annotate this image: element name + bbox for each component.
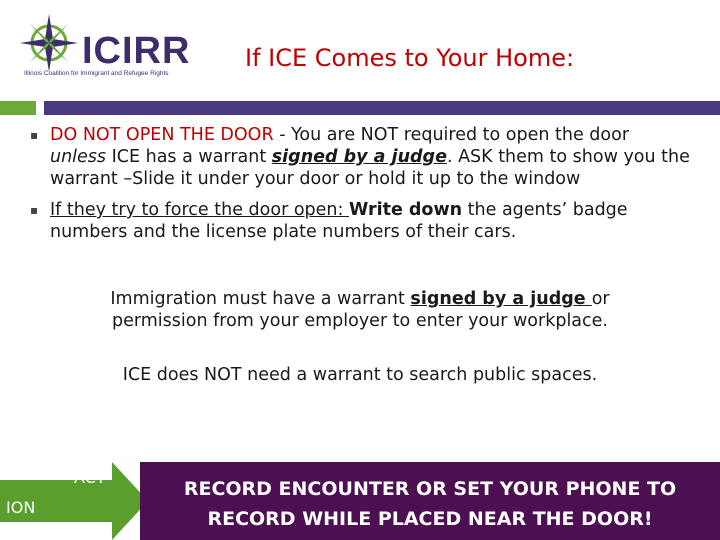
bullet-text: the agents’ badge numbers and the license plate numbers of their cars.	[50, 200, 628, 242]
public-spaces-note: ICE does NOT need a warrant to search public spaces.	[122, 365, 598, 385]
bullet-list	[30, 124, 690, 252]
logo-wordmark: ICIRR	[82, 30, 191, 72]
record-banner: RECORD ENCOUNTER OR SET YOUR PHONE TO RECORD WHILE PLACED NEAR THE DOOR!	[140, 462, 720, 540]
compass-star-icon	[18, 12, 80, 74]
bullet-lead: If they try to force the door open:	[50, 200, 349, 220]
bullet-strong-underline: signed by a judge	[271, 147, 447, 167]
bullet-square-icon: ▪	[30, 203, 39, 217]
bullet-lead: DO NOT OPEN THE DOOR	[50, 125, 274, 145]
workplace-text: or permission from your employer to enter your workplace.	[112, 289, 610, 331]
slide-title: If ICE Comes to Your Home:	[245, 44, 575, 72]
icirr-logo	[18, 12, 198, 82]
bullet-text: ICE has a warrant	[106, 147, 272, 167]
bullet-square-icon: ▪	[30, 128, 39, 142]
header-accent-bar	[0, 101, 36, 115]
bullet-strong: Write down	[348, 200, 463, 220]
arrow-label-top: ACT	[74, 468, 106, 487]
arrow-label-bottom: ION	[6, 498, 36, 517]
bullet-do-not-open	[30, 124, 690, 190]
header-divider-bar	[44, 101, 720, 115]
bullet-force-door	[30, 199, 690, 243]
bullet-text: - You are NOT required to open the door	[273, 125, 630, 145]
bullet-text: . ASK them to show you the warrant –Slide it under your door or hold it up to the window	[50, 147, 690, 189]
workplace-text: Immigration must have a warrant	[110, 289, 411, 309]
workplace-strong: signed by a judge	[410, 289, 592, 309]
workplace-note	[30, 288, 690, 332]
logo-tagline: Illinois Coalition for Immigrant and Refugee Rights	[24, 70, 169, 77]
bullet-emphasis: unless	[50, 147, 107, 167]
